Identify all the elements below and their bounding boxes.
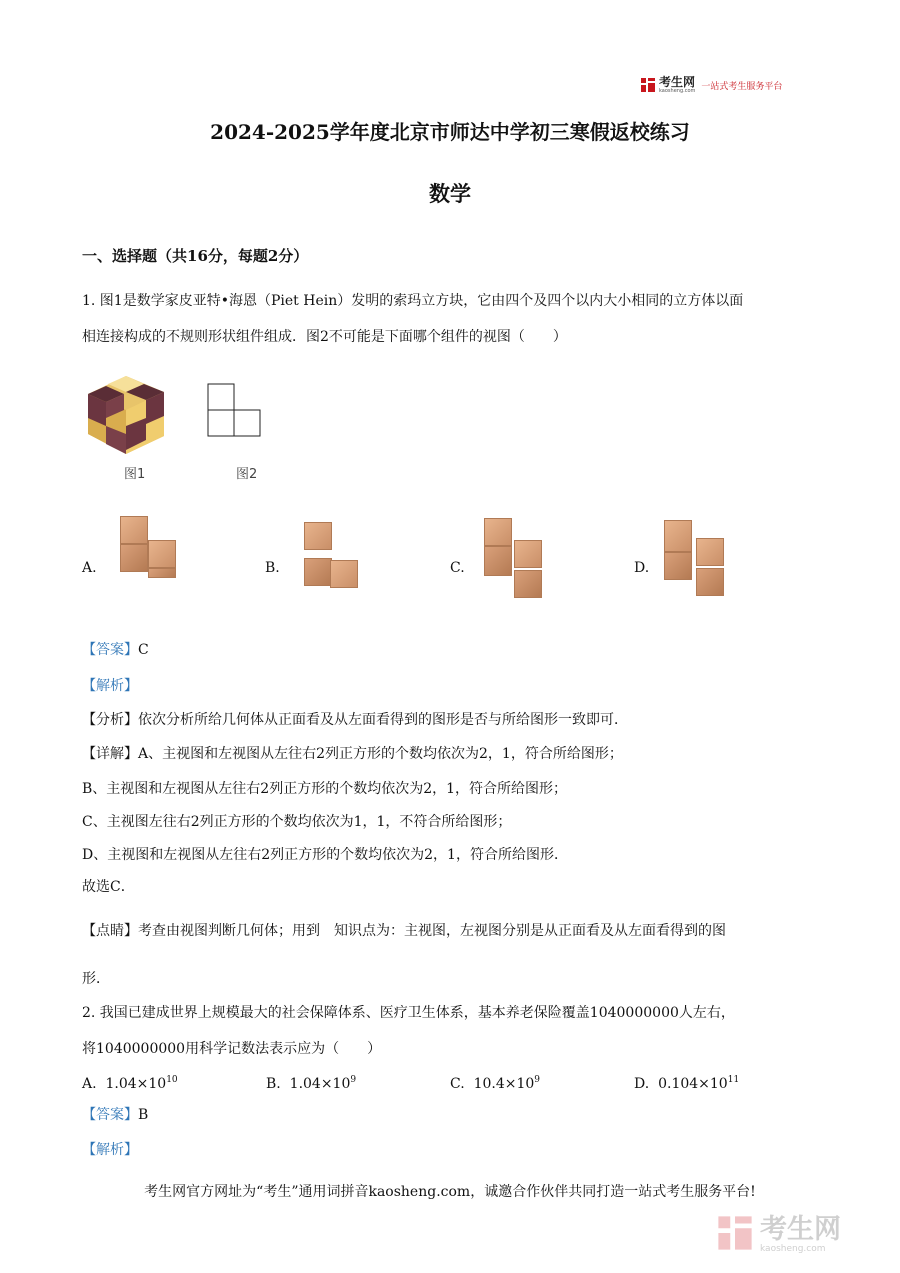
q2-text-line1: 2. 我国已建成世界上规模最大的社会保障体系、医疗卫生体系，基本养老保险覆盖1040000000人左右， (82, 1005, 735, 1021)
option-d-block (664, 516, 730, 602)
q1-comment: 【点睛】考查由视图判断几何体；用到 知识点为：主视图，左视图分别是从正面看及从左面看得到的图 (82, 923, 726, 939)
option-c-block (484, 516, 548, 602)
figure2-caption: 图2 (236, 467, 258, 482)
figure1-soma-cube (82, 370, 170, 456)
q1-analysis: 【分析】依次分析所给几何体从正面看及从左面看得到的图形是否与所给图形一致即可． (82, 712, 628, 728)
q2-answer: 【答案】B (82, 1107, 149, 1123)
option-d-label: D. (634, 560, 650, 576)
header-logo (640, 74, 782, 96)
q1-comment-end: 形． (82, 971, 110, 987)
q2-option-c: C. $10.4\times 10^9$ (450, 1075, 541, 1092)
q1-answer: 【答案】C (82, 642, 149, 658)
q2-text-line2: 将1040000000用科学记数法表示应为（ ） (82, 1041, 382, 1057)
q1-text-line1: 1. 图1是数学家皮亚特•海恩（Piet Hein）发明的索玛立方块，它由四个及四个以内大小相同的立方体以面 (82, 293, 744, 309)
watermark-logo-icon (716, 1214, 754, 1256)
q1-conclusion: 故选C． (82, 879, 135, 895)
q1-text-line2: 相连接构成的不规则形状组件组成．图2不可能是下面哪个组件的视图（ ） (82, 329, 567, 345)
q2-option-d: D. $0.104\times 10^{11}$ (634, 1075, 740, 1092)
q1-detail-d: D、主视图和左视图从左往右2列正方形的个数均依次为2，1，符合所给图形． (82, 847, 568, 863)
option-c-label: C. (450, 560, 465, 576)
document-title: 2024-2025学年度北京市师达中学初三寒假返校练习 (210, 120, 690, 144)
q1-detail-c: C、主视图左往右2列正方形的个数均依次为1，1，不符合所给图形； (82, 814, 512, 830)
figure1-caption: 图1 (124, 467, 146, 482)
watermark (716, 1215, 876, 1255)
kaosheng-logo-icon (640, 77, 656, 93)
watermark-text: 考生网 kaosheng.com (760, 1214, 841, 1254)
option-a-block (118, 516, 180, 578)
q1-analysis-tag: 【解析】 (82, 678, 138, 694)
option-b-label: B. (265, 560, 280, 576)
figure2-view-drawing (207, 383, 261, 439)
q2-analysis-tag: 【解析】 (82, 1142, 138, 1158)
q1-detail-a: 【详解】A、主视图和左视图从左往右2列正方形的个数均依次为2，1，符合所给图形； (82, 746, 623, 762)
q2-option-a: A. $1.04\times 10^{10}$ (82, 1075, 178, 1092)
section-title: 一、选择题（共16分，每题2分） (82, 247, 309, 265)
logo-slogan: 一站式考生服务平台 (701, 81, 783, 92)
subject-title: 数学 (429, 181, 471, 206)
q2-option-b: B. $1.04\times 10^9$ (266, 1075, 357, 1092)
option-a-label: A. (82, 560, 97, 576)
option-b-block (302, 520, 360, 600)
q1-detail-b: B、主视图和左视图从左往右2列正方形的个数均依次为2，1，符合所给图形； (82, 781, 568, 797)
footer-text: 考生网官方网址为“考生”通用词拼音kaosheng.com，诚邀合作伙伴共同打造一站式考生服务平台! (144, 1184, 756, 1200)
logo-text: 考生网 kaosheng.com (659, 75, 696, 94)
